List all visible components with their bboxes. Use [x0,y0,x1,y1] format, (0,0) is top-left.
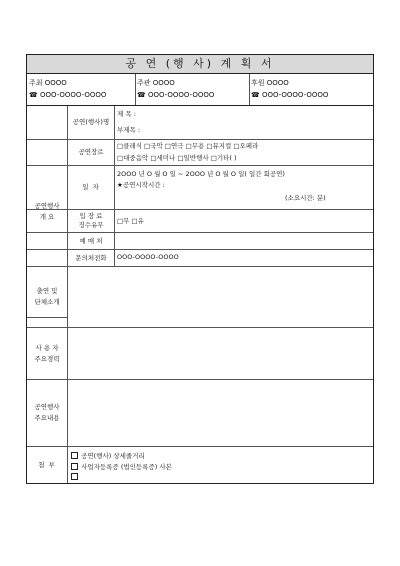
attachment-label: 공연(행사) 상세줄거리 [81,452,145,460]
genre-options-line1: □클래식 □국악 □연극 □무용 □뮤지컬 □오페라 [117,142,259,150]
sub-title: 부제목 : [117,126,141,134]
contact-phone: OOO-OOOO-OOOO [117,253,179,261]
start-time: ★공연시작시간 : [117,181,165,189]
performers-value[interactable] [68,267,373,327]
host-name: 주최 OOOO [29,79,67,87]
genre-options[interactable] [115,140,373,165]
contact-value[interactable] [115,250,373,266]
attachment-label: 사업자등록증 (법인등록증) 사본 [81,463,172,471]
organizer-phone: ☎ OOO-OOOO-OOOO [137,91,215,99]
attachment-item[interactable] [71,462,172,471]
host-phone: ☎ OOO-OOOO-OOOO [29,91,107,99]
performers-label: 출연 및 단체소개 [27,267,68,327]
sponsor-phone: ☎ OOO-OOOO-OOOO [251,91,329,99]
genre-label: 공연장르 [68,140,115,165]
contact-label: 문의처전화 [68,250,115,266]
date-range: 2OOO 년 O 월 O 일 ~ 2OOO 년 O 월 O 일( 일간 회공연) [117,170,285,178]
checkbox-icon[interactable] [71,473,78,480]
event-name-row [27,106,373,140]
attachment-item[interactable] [71,451,145,460]
form-title: 공 연 (행 사) 계 획 서 [27,55,373,74]
date-label: 일 자 [68,166,115,209]
content-label: 공연행사 주요내용 [27,380,68,446]
date-value[interactable] [115,166,373,209]
checkbox-icon[interactable] [71,463,78,470]
performers-row [27,267,373,328]
fee-label: 입 장 료 징수유무 [68,210,115,232]
date-row [27,166,373,210]
event-name-value[interactable] [115,106,373,139]
career-value[interactable] [68,328,373,379]
organizer-row [27,74,373,106]
duration: (소요시간: 분) [285,194,326,202]
contact-row [27,250,373,267]
sponsor-name: 후원 OOOO [251,79,289,87]
attachments-label: 첨 부 [27,447,68,483]
attachments-row [27,447,373,483]
organizer-name: 주관 OOOO [137,79,175,87]
genre-options-line2: □대중음악 □세미나 □일반행사 □기타( ) [117,154,237,162]
checkbox-icon[interactable] [71,452,78,459]
organizer-cell [135,74,249,105]
content-value[interactable] [68,380,373,446]
career-label: 사 용 자 주요경력 [27,328,68,379]
career-row [27,328,373,380]
fee-options[interactable] [115,210,373,232]
event-name-label: 공연(행사)명 [68,106,115,139]
attachment-item[interactable] [71,473,79,482]
fee-row [27,210,373,233]
ticket-row [27,233,373,250]
ticket-value[interactable] [115,233,373,249]
content-row [27,380,373,447]
ticket-label: 예 매 처 [68,233,115,249]
fee-value: □무 □유 [117,217,144,225]
main-title: 제 목 : [117,110,136,118]
genre-row [27,140,373,166]
plan-form [26,54,374,484]
host-cell [27,74,143,105]
sponsor-cell [249,74,373,105]
overview-section-label: 공연행사 개 요 [27,106,68,318]
